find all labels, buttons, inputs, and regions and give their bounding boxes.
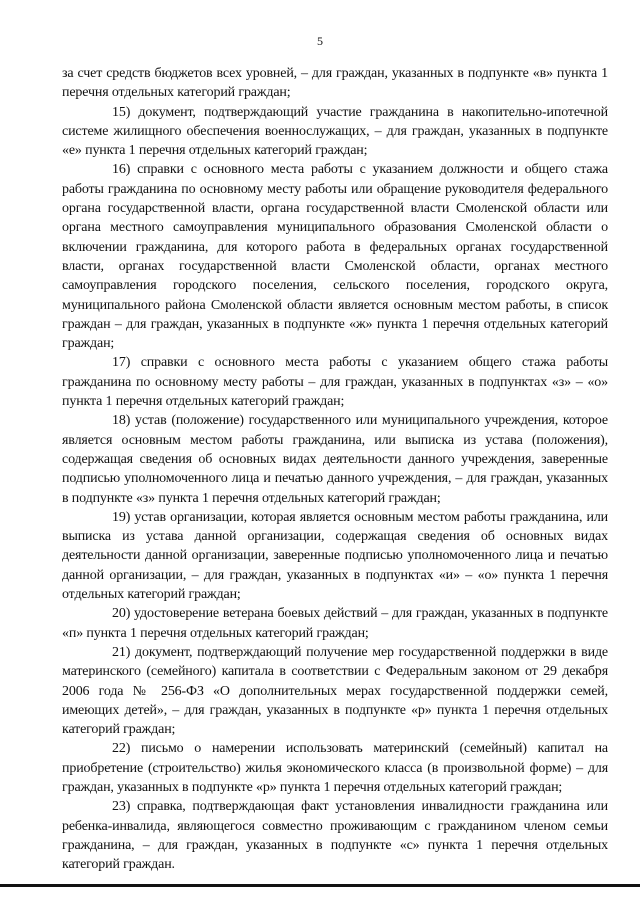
paragraph-item-22: 22) письмо о намерении использовать материнский (семейный) капитал на приобретение (строительство) жилья экономического класса (в произвольной форме) – для граждан, указанных в подпункте «р» пункта 1 перечня отдельных категорий граждан; (62, 741, 608, 795)
paragraph-item-23: 23) справка, подтверждающая факт установления инвалидности гражданина или ребенка-инвалида, являющегося совместно проживающим с гражданином членом семьи гражданина, – для граждан, указанных в подпункте «с» пункта 1 перечня отдельных категорий граждан. (62, 799, 608, 873)
paragraph-item-21: 21) документ, подтверждающий получение мер государственной поддержки в виде материнского (семейного) капитала в соответствии с Федеральным законом от 29 декабря 2006 года № 256-ФЗ «О дополнительных мерах государственной поддержки семей, имеющих детей», – для граждан, указанных в подпункте «р» пункта 1 перечня отдельных категорий граждан; (62, 644, 608, 738)
paragraph-item-19: 19) устав организации, которая является основным местом работы гражданина, или выписка из устава данной организации, содержащая сведения об основных видах деятельности данной организации, заверенные подписью уполномоченного лица и печатью данной организации, – для граждан, указанных в подпунктах «и» – «о» пункта 1 перечня отдельных категорий граждан; (62, 509, 608, 603)
paragraph-item-16: 16) справки с основного места работы с указанием должности и общего стажа работы гражданина по основному месту работы или обращение руководителя федерального органа государственной власти, органа государственной власти Смоленской области или органа местного самоуправления муниципального образования Смоленской области о включении гражданина, для которого работа в федеральных органах государственной власти, органах государственной власти Смоленской области, органах местного самоуправления городского поселения, сельского поселения, городского округа, муниципального района Смоленской области является основным местом работы, в список граждан – для граждан, указанных в подпункте «ж» пункта 1 перечня отдельных категорий граждан; (62, 162, 608, 352)
paragraph-item-20: 20) удостоверение ветерана боевых действий – для граждан, указанных в подпункте «п» пункта 1 перечня отдельных категорий граждан; (62, 606, 608, 641)
paragraph-item-15: 15) документ, подтверждающий участие гражданина в накопительно-ипотечной системе жилищного обеспечения военнослужащих, – для граждан, указанных в подпункте «е» пункта 1 перечня отдельных категорий граждан; (62, 104, 608, 159)
paragraph-item-18: 18) устав (положение) государственного или муниципального учреждения, которое является основным местом работы гражданина, или выписка из устава (положения), содержащая сведения об основных видах деятельности данного учреждения, заверенные подписью уполномоченного лица и печатью данного учреждения, – для граждан, указанных в подпункте «з» пункта 1 перечня отдельных категорий граждан; (62, 413, 608, 506)
paragraph-continuation: за счет средств бюджетов всех уровней, – для граждан, указанных в подпункте «в» пункта 1 перечня отдельных категорий граждан; (62, 66, 608, 101)
paragraph-item-17: 17) справки с основного места работы с указанием общего стажа работы гражданина по основному месту работы – для граждан, указанных в подпунктах «з» – «о» пункта 1 перечня отдельных категорий граждан; (62, 355, 608, 410)
document-body (62, 64, 608, 874)
page-number: 5 (317, 34, 323, 48)
scan-edge-rule (0, 884, 640, 887)
